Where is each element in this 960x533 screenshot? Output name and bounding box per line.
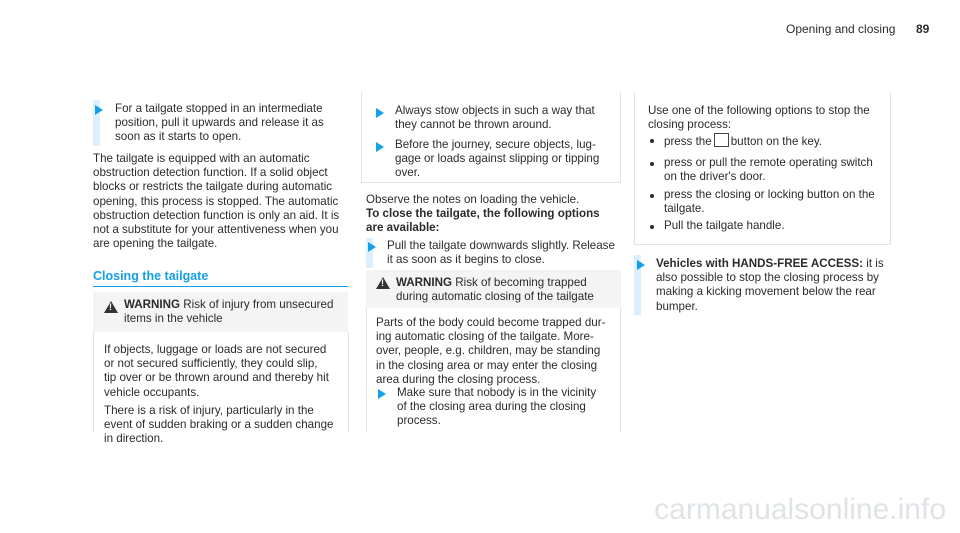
observe-note: Observe the notes on loading the vehicle. [366, 193, 580, 206]
bold-instruction: To close the tailgate, the following options are available: [366, 207, 600, 235]
warning-icon [376, 276, 390, 294]
box-border-right [620, 92, 621, 182]
paragraph: The tailgate is equipped with an automatic obstruction detection function. If a solid object blocks or restricts the tailgate during automatic opening, this process is stopped. The automatic obstruction detection function is only an aid. It is not a substitute for your attentiveness when you are opening the tailgate. [93, 152, 340, 251]
box-border-bottom [634, 244, 891, 245]
step-arrow-icon [376, 142, 384, 152]
tailgate-key-icon [714, 133, 729, 147]
heading-rule [93, 286, 348, 287]
step-arrow-icon [378, 389, 386, 399]
box-step-1: Always stow objects in such a way that they cannot be thrown around. [395, 104, 595, 132]
bullet [650, 162, 654, 166]
warning-step: Make sure that nobody is in the vicinity of the closing area during the closing process. [397, 386, 597, 428]
option-4: Pull the tailgate handle. [664, 219, 785, 232]
bullet [650, 225, 654, 229]
warning-border-right [348, 332, 349, 432]
option-1: press the button on the key. [664, 135, 823, 148]
step-arrow-icon [376, 108, 384, 118]
box-border-left [634, 92, 635, 244]
section-heading: Closing the tailgate [93, 269, 209, 283]
warning-body: Parts of the body could become trapped dur- ing automatic closing of the tailgate. More- over, people, e.g. children, may be standing in the closing area or may enter the closing area during the closing process. [376, 316, 606, 386]
step-arrow-icon [637, 260, 645, 270]
warning-title: WARNING Risk of becoming trapped during automatic closing of the tailgate [396, 276, 594, 304]
warning-body: If objects, luggage or loads are not secured or not secured sufficiently, they could slip, tip over or be thrown around and thereby hit vehicle occupants. [104, 343, 329, 399]
step-text: Vehicles with HANDS-FREE ACCESS: it is also possible to stop the closing process by making a kicking movement below the rear bumper. [656, 257, 884, 313]
warning-title: WARNING Risk of injury from unsecured items in the vehicle [124, 298, 334, 326]
box-border-left [361, 92, 362, 182]
bullet [650, 194, 654, 198]
option-2: press or pull the remote operating switch on the driver's door. [664, 156, 873, 184]
options-intro: Use one of the following options to stop the closing process: [648, 104, 870, 132]
warning-border-left [93, 332, 94, 432]
page-section-title: Opening and closing [786, 22, 896, 36]
warning-border-right [620, 308, 621, 432]
box-step-2: Before the journey, secure objects, lug- gage or loads against slipping or tipping over. [395, 138, 600, 180]
watermark: carmanualsonline.info [654, 493, 946, 526]
option-3: press the closing or locking button on the tailgate. [664, 188, 875, 216]
step-text: For a tailgate stopped in an intermediate position, pull it upwards and release it as soon as it starts to open. [115, 102, 324, 144]
bullet [650, 139, 654, 143]
warning-body-2: There is a risk of injury, particularly in the event of sudden braking or a sudden change in direction. [104, 404, 334, 446]
box-border-bottom [361, 182, 621, 183]
step-arrow-icon [95, 105, 103, 115]
warning-icon [104, 300, 118, 318]
warning-border-left [366, 308, 367, 432]
page-number: 89 [916, 22, 930, 36]
step-arrow-icon [368, 242, 376, 252]
step-text: Pull the tailgate downwards slightly. Release it as soon as it begins to close. [387, 239, 615, 267]
box-border-right [890, 92, 891, 244]
